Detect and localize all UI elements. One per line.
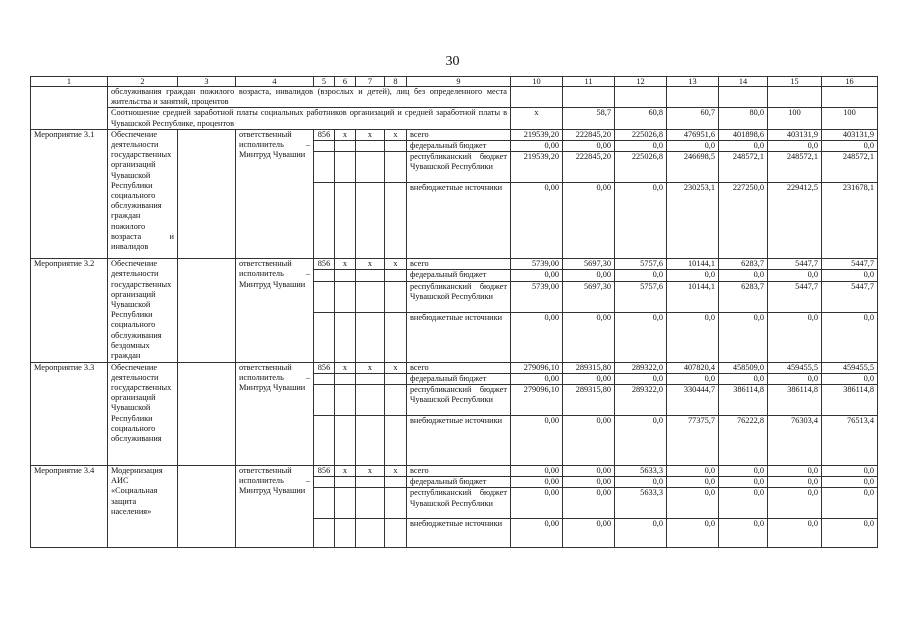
empty-cell [385, 183, 407, 259]
funding-source: республиканский бюджет Чувашской Республики [407, 152, 511, 183]
column-number: 7 [356, 77, 385, 87]
empty-cell [385, 385, 407, 416]
empty-cell [356, 519, 385, 548]
funding-value: 5739,00 [511, 259, 563, 270]
funding-value: 219539,20 [511, 152, 563, 183]
empty-cell [385, 519, 407, 548]
budget-code: 856 [314, 362, 335, 373]
funding-value: 0,00 [511, 477, 563, 488]
funding-value: 0,00 [511, 141, 563, 152]
funding-value: 289315,80 [563, 385, 615, 416]
column-number: 5 [314, 77, 335, 87]
empty-cell [335, 281, 356, 312]
empty-cell [356, 270, 385, 281]
funding-value: 0,00 [511, 373, 563, 384]
funding-value: 0,00 [511, 519, 563, 548]
funding-value: 222845,20 [563, 129, 615, 140]
code-mark: х [335, 466, 356, 477]
empty-cell [335, 488, 356, 519]
empty-cell [356, 141, 385, 152]
funding-value: 219539,20 [511, 129, 563, 140]
funding-value: 403131,9 [822, 129, 878, 140]
funding-value: 0,0 [768, 519, 822, 548]
funding-value: 5447,7 [768, 259, 822, 270]
funding-value: 386114,8 [768, 385, 822, 416]
empty-cell [335, 477, 356, 488]
funding-value: 230253,1 [667, 183, 719, 259]
funding-value: 5739,00 [511, 281, 563, 312]
empty-cell [335, 312, 356, 362]
empty-cell [356, 385, 385, 416]
funding-value: 279096,10 [511, 385, 563, 416]
measure-name: Обеспечение деятельности государственных организаций Чувашской Республики социального обслуживания [108, 362, 178, 465]
empty-cell [356, 373, 385, 384]
budget-code: 856 [314, 466, 335, 477]
funding-value: 0,0 [719, 488, 768, 519]
empty-cell [314, 385, 335, 416]
empty-cell [385, 416, 407, 466]
funding-value: 0,0 [667, 270, 719, 281]
budget-code: 856 [314, 129, 335, 140]
empty-cell [314, 416, 335, 466]
funding-value: 10144,1 [667, 281, 719, 312]
funding-value: 0,0 [615, 416, 667, 466]
funding-value: 0,0 [768, 312, 822, 362]
funding-value: 0,0 [615, 477, 667, 488]
funding-value: 0,00 [563, 466, 615, 477]
code-mark: х [356, 362, 385, 373]
funding-value: 0,0 [667, 519, 719, 548]
column-number-row [31, 77, 878, 87]
empty-cell [335, 183, 356, 259]
empty-cell [314, 373, 335, 384]
funding-value: 0,0 [719, 141, 768, 152]
empty-cell [356, 488, 385, 519]
funding-row [31, 259, 878, 270]
empty-cell [314, 488, 335, 519]
funding-value: 5757,6 [615, 259, 667, 270]
empty-cell [314, 183, 335, 259]
funding-value: 0,00 [511, 183, 563, 259]
funding-value: 0,00 [563, 488, 615, 519]
code-mark: х [385, 259, 407, 270]
funding-source: всего [407, 129, 511, 140]
empty-cell [356, 312, 385, 362]
funding-value: 5697,30 [563, 281, 615, 312]
funding-source: федеральный бюджет [407, 270, 511, 281]
funding-value: 5447,7 [768, 281, 822, 312]
funding-value: 0,00 [511, 312, 563, 362]
empty-cell [314, 312, 335, 362]
funding-value: 248572,1 [768, 152, 822, 183]
funding-row [31, 129, 878, 140]
empty-cell [385, 152, 407, 183]
funding-value: 77375,7 [667, 416, 719, 466]
empty-cell [314, 270, 335, 281]
funding-value: 476951,6 [667, 129, 719, 140]
column-number: 15 [768, 77, 822, 87]
measure-id: Мероприятие 3.1 [31, 129, 108, 258]
column-number: 11 [563, 77, 615, 87]
empty-cell [385, 373, 407, 384]
funding-value: 401898,6 [719, 129, 768, 140]
funding-value: 0,0 [719, 466, 768, 477]
empty-cell [335, 270, 356, 281]
funding-source: внебюджетные источники [407, 183, 511, 259]
funding-value: 76303,4 [768, 416, 822, 466]
empty-cell [31, 87, 108, 130]
funding-source: республиканский бюджет Чувашской Республики [407, 488, 511, 519]
funding-value: 10144,1 [667, 259, 719, 270]
funding-row [31, 362, 878, 373]
funding-value: 0,0 [615, 519, 667, 548]
empty-cell [385, 281, 407, 312]
funding-source: федеральный бюджет [407, 373, 511, 384]
indicator-value: 58,7 [563, 108, 615, 129]
funding-value: 0,0 [822, 373, 878, 384]
empty-cell [178, 466, 236, 548]
empty-cell [314, 477, 335, 488]
measure-id: Мероприятие 3.3 [31, 362, 108, 465]
measure-executor: ответственный исполнитель – Минтруд Чувашии [236, 259, 314, 362]
funding-value: 0,0 [719, 312, 768, 362]
column-number: 3 [178, 77, 236, 87]
funding-value: 222845,20 [563, 152, 615, 183]
empty-cell [356, 152, 385, 183]
empty-cell [178, 362, 236, 465]
funding-value: 459455,5 [768, 362, 822, 373]
code-mark: х [335, 259, 356, 270]
funding-value: 0,0 [615, 270, 667, 281]
funding-value: 0,0 [822, 141, 878, 152]
funding-value: 0,0 [768, 141, 822, 152]
indicator-value: 60,8 [615, 108, 667, 129]
indicator-text: Соотношение средней заработной платы социальных работников организаций и средней заработной платы в Чувашской Республике, процентов [108, 108, 511, 129]
code-mark: х [385, 362, 407, 373]
funding-value: 0,00 [511, 466, 563, 477]
code-mark: х [385, 466, 407, 477]
column-number: 8 [385, 77, 407, 87]
code-mark: х [356, 259, 385, 270]
funding-value: 0,0 [768, 373, 822, 384]
code-mark: х [356, 129, 385, 140]
column-number: 12 [615, 77, 667, 87]
measure-name: Обеспечение деятельности государственных организаций Чувашской Республики социального обслуживания бездомных граждан [108, 259, 178, 362]
funding-value: 5633,3 [615, 488, 667, 519]
funding-value: 403131,9 [768, 129, 822, 140]
funding-value: 6283,7 [719, 281, 768, 312]
column-number: 6 [335, 77, 356, 87]
funding-value: 459455,5 [822, 362, 878, 373]
empty-cell [511, 87, 563, 108]
column-number: 14 [719, 77, 768, 87]
funding-value: 0,00 [563, 312, 615, 362]
funding-value: 0,0 [667, 477, 719, 488]
funding-value: 0,0 [822, 312, 878, 362]
program-table [30, 76, 878, 548]
empty-cell [335, 385, 356, 416]
funding-value: 0,0 [768, 477, 822, 488]
funding-value: 386114,8 [719, 385, 768, 416]
measure-name: Модернизация АИС «Социальная защита населения» [108, 466, 178, 548]
funding-value: 225026,8 [615, 129, 667, 140]
funding-source: всего [407, 362, 511, 373]
empty-cell [356, 416, 385, 466]
indicator-value: 100 [822, 108, 878, 129]
funding-value: 386114,8 [822, 385, 878, 416]
funding-source: внебюджетные источники [407, 416, 511, 466]
funding-value: 279096,10 [511, 362, 563, 373]
funding-value: 227250,0 [719, 183, 768, 259]
column-number: 16 [822, 77, 878, 87]
funding-value: 225026,8 [615, 152, 667, 183]
code-mark: х [335, 362, 356, 373]
funding-source: всего [407, 259, 511, 270]
funding-value: 0,0 [768, 466, 822, 477]
funding-value: 0,0 [768, 270, 822, 281]
empty-cell [335, 152, 356, 183]
funding-value: 248572,1 [822, 152, 878, 183]
funding-source: внебюджетные источники [407, 519, 511, 548]
indicator-value: 100 [768, 108, 822, 129]
empty-cell [385, 141, 407, 152]
indicator-text: обслуживания граждан пожилого возраста, инвалидов (взрослых и детей), лиц без определенного места жительства и занятий, процентов [108, 87, 511, 108]
funding-value: 0,00 [511, 270, 563, 281]
measure-name: Обеспечение деятельности государственных организаций Чувашской Республики социального обслуживания граждан пожилого возраста и инвалидов [108, 129, 178, 258]
funding-value: 0,00 [563, 519, 615, 548]
continuation-row-1 [31, 87, 878, 108]
funding-value: 0,0 [768, 488, 822, 519]
funding-source: республиканский бюджет Чувашской Республики [407, 385, 511, 416]
column-number: 10 [511, 77, 563, 87]
funding-value: 5447,7 [822, 281, 878, 312]
funding-value: 407820,4 [667, 362, 719, 373]
empty-cell [385, 477, 407, 488]
empty-cell [314, 152, 335, 183]
funding-value: 0,0 [667, 488, 719, 519]
funding-value: 0,0 [719, 519, 768, 548]
funding-value: 76222,8 [719, 416, 768, 466]
funding-value: 6283,7 [719, 259, 768, 270]
empty-cell [314, 281, 335, 312]
funding-value: 0,0 [667, 312, 719, 362]
funding-value: 0,0 [719, 270, 768, 281]
funding-value: 5633,3 [615, 466, 667, 477]
column-number: 9 [407, 77, 511, 87]
funding-value: 0,00 [563, 477, 615, 488]
funding-value: 289315,80 [563, 362, 615, 373]
funding-value: 5447,7 [822, 259, 878, 270]
empty-cell [178, 129, 236, 258]
funding-value: 0,0 [667, 373, 719, 384]
funding-source: всего [407, 466, 511, 477]
indicator-mark: х [511, 108, 563, 129]
funding-value: 0,0 [667, 466, 719, 477]
funding-value: 5697,30 [563, 259, 615, 270]
funding-value: 0,0 [822, 270, 878, 281]
funding-row [31, 466, 878, 477]
funding-value: 229412,5 [768, 183, 822, 259]
empty-cell [356, 183, 385, 259]
funding-source: федеральный бюджет [407, 141, 511, 152]
indicator-value: 60,7 [667, 108, 719, 129]
column-number: 1 [31, 77, 108, 87]
indicator-value: 80,0 [719, 108, 768, 129]
funding-value: 0,00 [511, 488, 563, 519]
funding-source: внебюджетные источники [407, 312, 511, 362]
funding-value: 458509,0 [719, 362, 768, 373]
page-number: 30 [445, 54, 460, 69]
empty-cell [178, 259, 236, 362]
column-number: 13 [667, 77, 719, 87]
funding-value: 0,0 [822, 519, 878, 548]
funding-value: 76513,4 [822, 416, 878, 466]
empty-cell [335, 373, 356, 384]
funding-value: 0,0 [822, 488, 878, 519]
funding-value: 0,00 [563, 416, 615, 466]
funding-value: 0,0 [615, 312, 667, 362]
funding-value: 231678,1 [822, 183, 878, 259]
continuation-row-2 [31, 108, 878, 129]
empty-cell [356, 477, 385, 488]
funding-value: 0,0 [822, 466, 878, 477]
funding-value: 0,0 [615, 141, 667, 152]
measure-id: Мероприятие 3.4 [31, 466, 108, 548]
measure-executor: ответственный исполнитель – Минтруд Чувашии [236, 362, 314, 465]
empty-cell [335, 416, 356, 466]
funding-value: 330444,7 [667, 385, 719, 416]
code-mark: х [385, 129, 407, 140]
funding-value: 0,00 [563, 270, 615, 281]
funding-source: республиканский бюджет Чувашской Республики [407, 281, 511, 312]
funding-value: 289322,0 [615, 385, 667, 416]
funding-value: 246698,5 [667, 152, 719, 183]
empty-cell [335, 519, 356, 548]
code-mark: х [356, 466, 385, 477]
empty-cell [385, 312, 407, 362]
funding-value: 0,0 [719, 477, 768, 488]
funding-value: 248572,1 [719, 152, 768, 183]
funding-value: 0,00 [563, 373, 615, 384]
funding-value: 0,0 [667, 141, 719, 152]
column-number: 4 [236, 77, 314, 87]
funding-value: 0,0 [615, 183, 667, 259]
funding-value: 0,0 [615, 373, 667, 384]
funding-source: федеральный бюджет [407, 477, 511, 488]
empty-cell [385, 270, 407, 281]
column-number: 2 [108, 77, 178, 87]
empty-cell [385, 488, 407, 519]
budget-code: 856 [314, 259, 335, 270]
funding-value: 289322,0 [615, 362, 667, 373]
funding-value: 5757,6 [615, 281, 667, 312]
funding-value: 0,00 [511, 416, 563, 466]
measure-executor: ответственный исполнитель – Минтруд Чувашии [236, 129, 314, 258]
code-mark: х [335, 129, 356, 140]
funding-value: 0,0 [822, 477, 878, 488]
funding-value: 0,00 [563, 183, 615, 259]
measure-id: Мероприятие 3.2 [31, 259, 108, 362]
funding-value: 0,0 [719, 373, 768, 384]
empty-cell [314, 141, 335, 152]
empty-cell [335, 141, 356, 152]
measure-executor: ответственный исполнитель – Минтруд Чувашии [236, 466, 314, 548]
funding-value: 0,00 [563, 141, 615, 152]
empty-cell [356, 281, 385, 312]
empty-cell [314, 519, 335, 548]
